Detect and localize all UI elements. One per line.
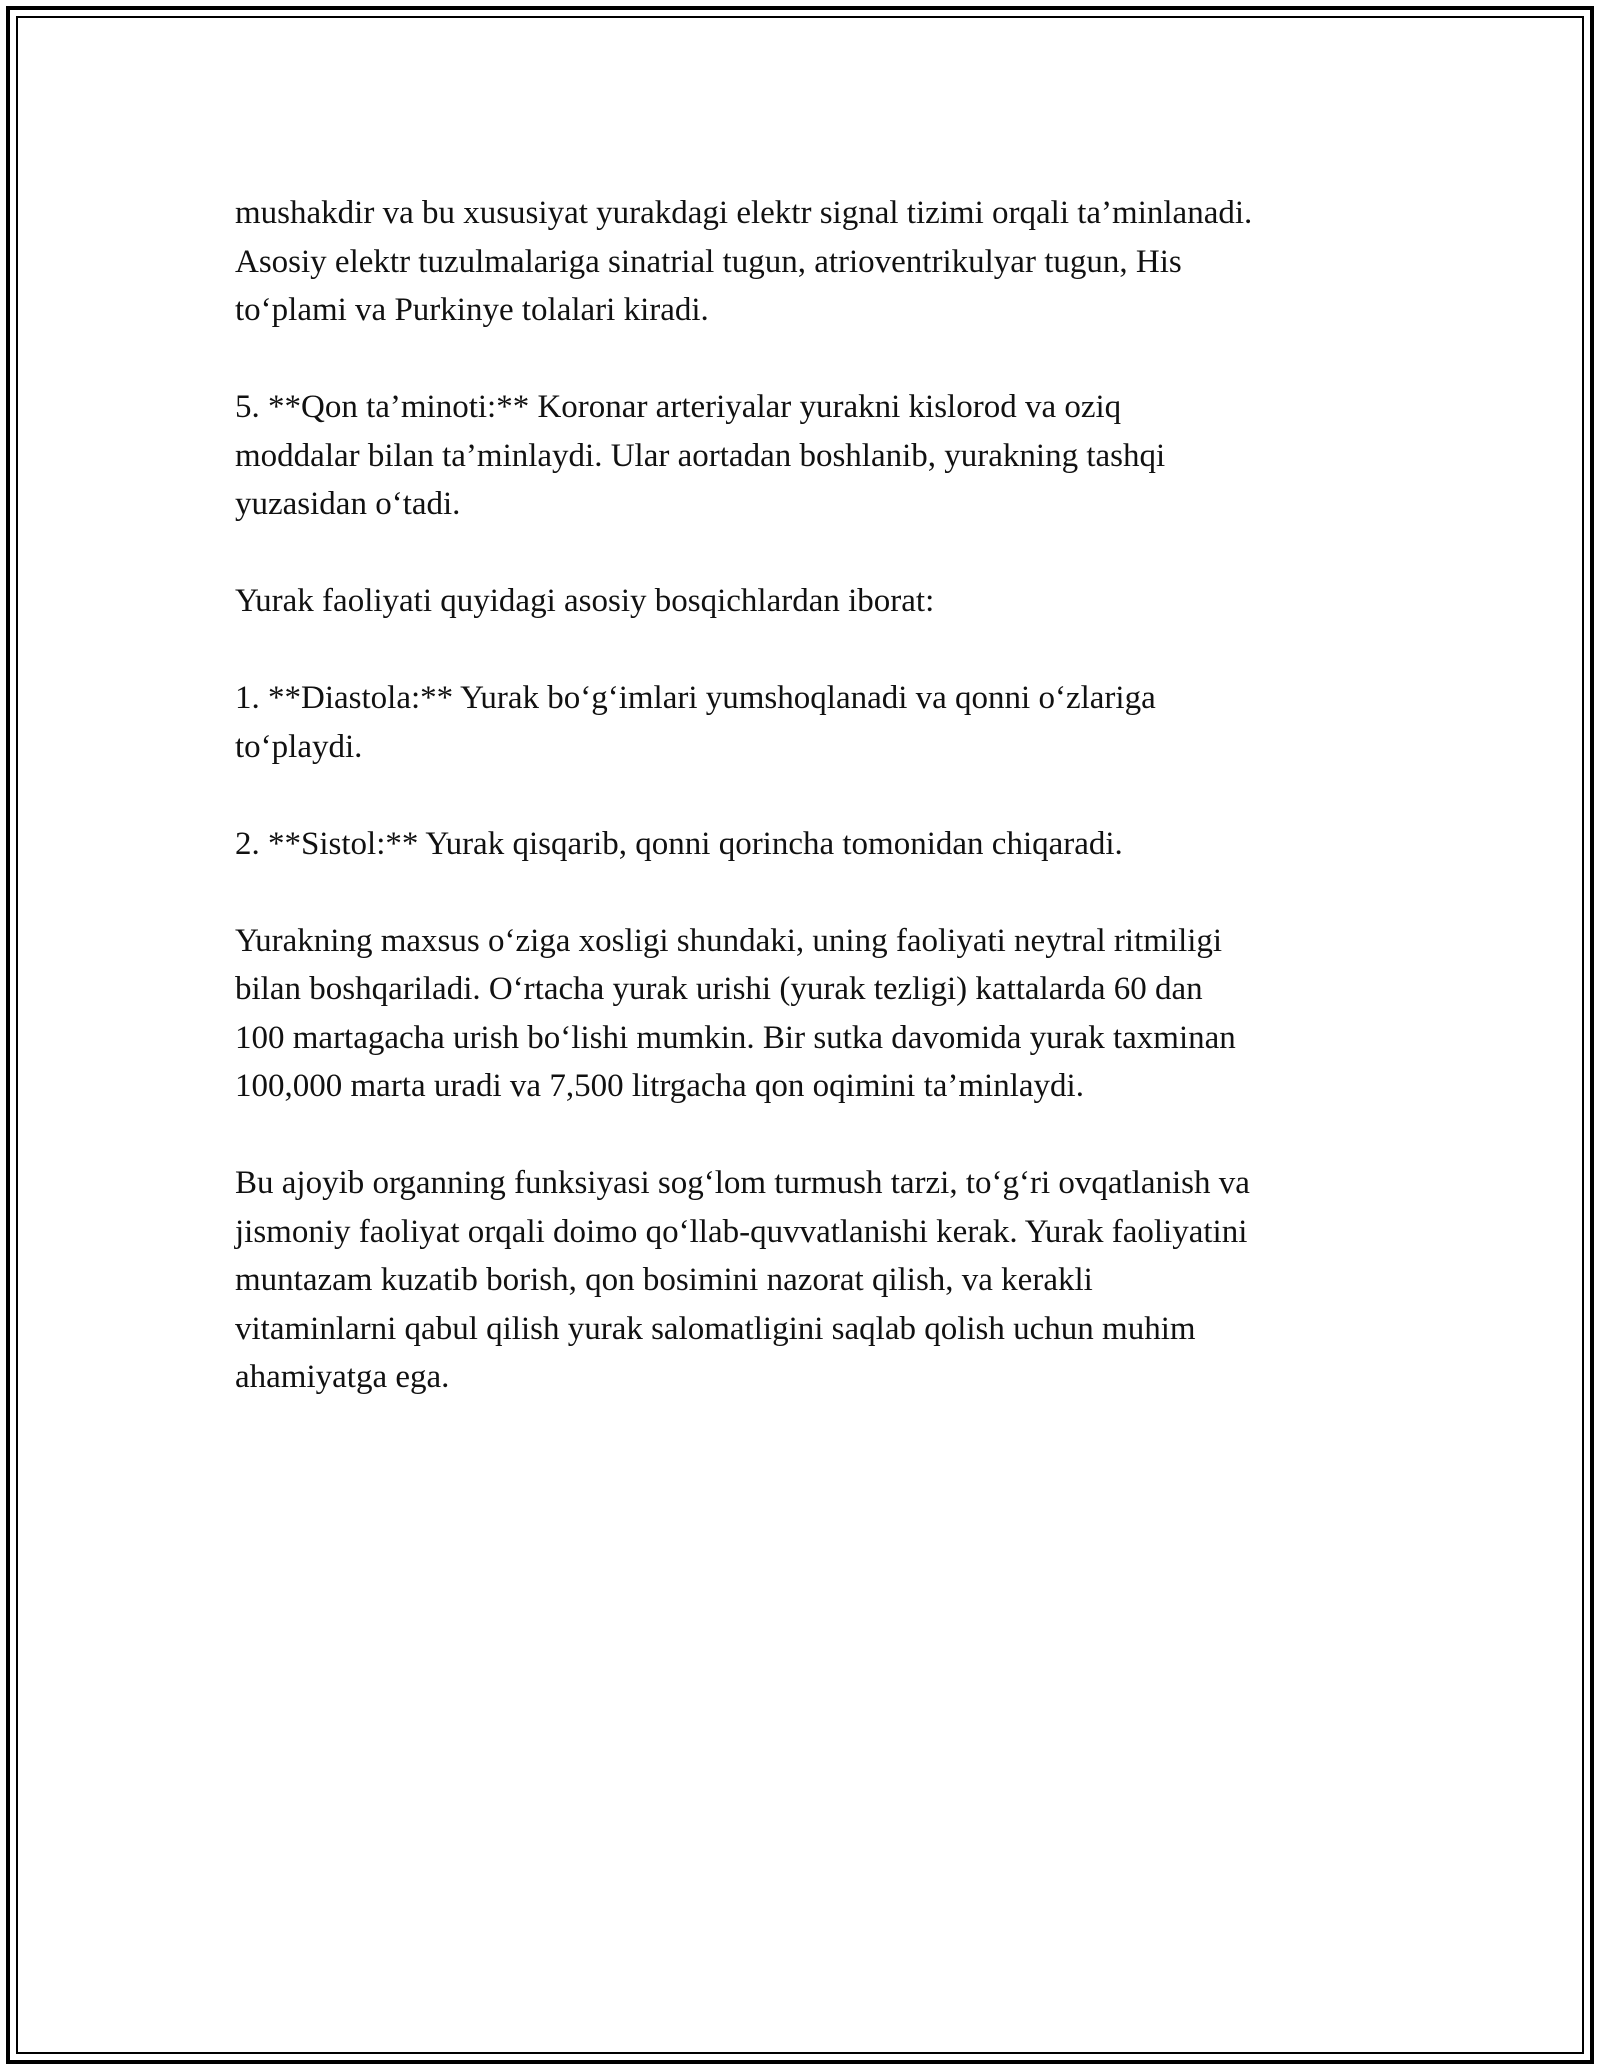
text-line: 100,000 marta uradi va 7,500 litrgacha qon oqimini ta’minlaydi. bbox=[235, 1068, 1084, 1104]
paragraph-blood-supply bbox=[235, 383, 1395, 529]
text-line: bilan boshqariladi. O‘rtacha yurak urishi (yurak tezligi) kattalarda 60 dan bbox=[235, 971, 1203, 1007]
text-line: to‘plami va Purkinye tolalari kiradi. bbox=[235, 292, 709, 328]
paragraph-diastole bbox=[235, 674, 1395, 771]
document-body bbox=[235, 189, 1395, 1450]
text-line: mushakdir va bu xususiyat yurakdagi elektr signal tizimi orqali ta’minlanadi. bbox=[235, 195, 1253, 231]
text-line: moddalar bilan ta’minlaydi. Ular aortadan boshlanib, yurakning tashqi bbox=[235, 437, 1166, 474]
text-line: to‘playdi. bbox=[235, 728, 363, 765]
paragraph-electrical-system bbox=[235, 189, 1395, 335]
text-line: Bu ajoyib organning funksiyasi sog‘lom turmush tarzi, to‘g‘ri ovqatlanish va bbox=[235, 1165, 1250, 1201]
text-line: yuzasidan o‘tadi. bbox=[235, 486, 461, 522]
text-line: Yurakning maxsus o‘ziga xosligi shundaki, uning faoliyati neytral ritmiligi bbox=[235, 922, 1223, 959]
text-line: 5. **Qon ta’minoti:** Koronar arteriyalar yurakni kislorod va oziq bbox=[235, 389, 1122, 425]
text-line: vitaminlarni qabul qilish yurak salomatligini saqlab qolish uchun muhim bbox=[235, 1310, 1196, 1347]
text-line: jismoniy faoliyat orqali doimo qo‘llab-quvvatlanishi kerak. Yurak faoliyatini bbox=[235, 1213, 1248, 1250]
text-line: muntazam kuzatib borish, qon bosimini nazorat qilish, va kerakli bbox=[235, 1262, 1093, 1298]
text-line: 2. **Sistol:** Yurak qisqarib, qonni qorincha tomonidan chiqaradi. bbox=[235, 825, 1123, 862]
text-line: ahamiyatga ega. bbox=[235, 1359, 450, 1395]
text-line: 100 martagacha urish bo‘lishi mumkin. Bir sutka davomida yurak taxminan bbox=[235, 1019, 1236, 1056]
paragraph-healthy-lifestyle bbox=[235, 1159, 1395, 1402]
paragraph-systole bbox=[235, 820, 1395, 869]
paragraph-heart-rate bbox=[235, 917, 1395, 1111]
text-line: Yurak faoliyati quyidagi asosiy bosqichlardan iborat: bbox=[235, 583, 935, 619]
paragraph-stages-intro bbox=[235, 577, 1395, 626]
text-line: 1. **Diastola:** Yurak bo‘g‘imlari yumshoqlanadi va qonni o‘zlariga bbox=[235, 680, 1156, 716]
text-line: Asosiy elektr tuzulmalariga sinatrial tugun, atrioventrikulyar tugun, His bbox=[235, 243, 1182, 280]
